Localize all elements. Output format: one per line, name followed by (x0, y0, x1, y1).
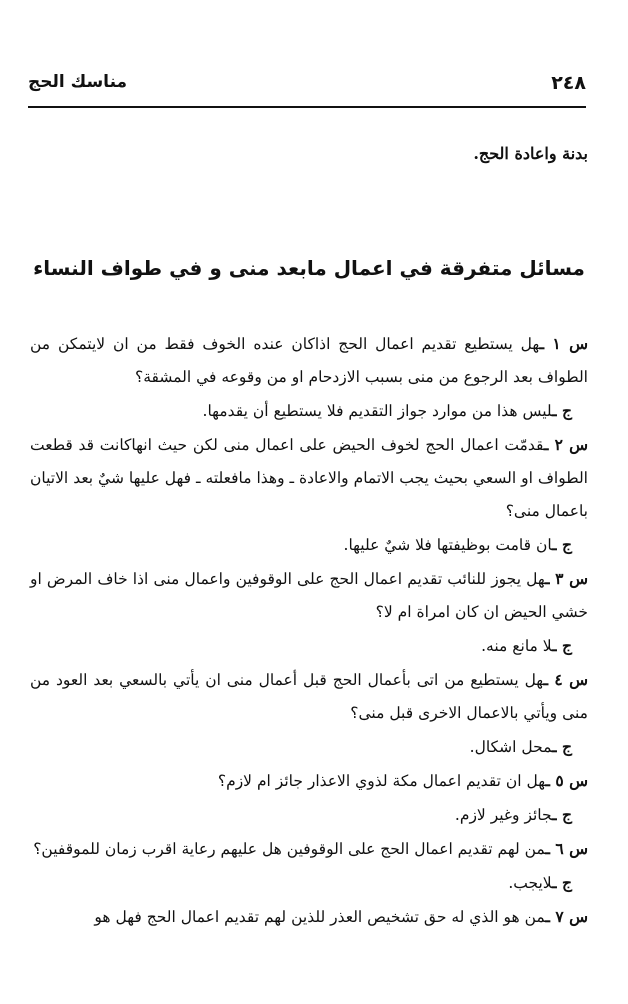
question-5 (30, 764, 588, 798)
question-text: هل ان تقديم اعمال مكة لذوي الاعذار جائز ام لازم؟ (217, 772, 546, 790)
question-text: من هو الذي له حق تشخيص العذر للذين لهم تقديم اعمال الحج فهل هو (94, 908, 546, 926)
answer-label: ج ـ (552, 535, 572, 554)
answer-text: ان قامت بوظيفتها فلا شيٌ عليها. (343, 536, 553, 554)
page-number: ٢٤٨ (551, 72, 586, 94)
answer-text: جائز وغير لازم. (454, 806, 553, 824)
answer-text: لايجب. (508, 874, 553, 892)
answer-label: ج ـ (552, 636, 572, 655)
answer-text: لا مانع منه. (481, 637, 553, 655)
question-text: هل يستطيع من اتى بأعمال الحج قبل أعمال منى ان يأتي بالسعي بعد العود من منى ويأتي بالاعمال الاخرى قبل منى؟ (30, 671, 588, 722)
question-text: قدمّت اعمال الحج لخوف الحيض على اعمال منى لكن حيث انهاكانت قد قطعت الطواف او السعي بحيث يجب الاتمام والاعادة ـ وهذا مافعلته ـ فهل عليها شيٌ بعد الاتيان باعمال منى؟ (30, 436, 588, 520)
header-divider (28, 106, 586, 108)
continued-paragraph: بدنة واعادة الحج. (473, 144, 588, 163)
running-title: مناسك الحج (28, 72, 128, 92)
answer-1 (30, 394, 588, 428)
answer-label: ج ـ (552, 401, 572, 420)
section-heading: مسائل متفرقة في اعمال مابعد منى و في طواف النساء (33, 256, 585, 280)
question-2 (30, 428, 588, 528)
answer-6 (30, 866, 588, 900)
answer-text: محل اشكال. (469, 738, 553, 756)
question-label: س ٦ ـ (545, 839, 588, 858)
answer-label: ج ـ (552, 805, 572, 824)
question-7 (30, 900, 588, 934)
answer-label: ج ـ (552, 737, 572, 756)
question-label: س ٧ ـ (545, 907, 588, 926)
question-6 (30, 832, 588, 866)
question-1 (30, 327, 588, 394)
question-3 (30, 562, 588, 629)
question-label: س ٢ ـ (543, 435, 589, 454)
answer-5 (30, 798, 588, 832)
answer-3 (30, 629, 588, 663)
running-header (28, 72, 586, 104)
question-label: س ٤ ـ (543, 670, 588, 689)
answer-label: ج ـ (552, 873, 572, 892)
question-4 (30, 663, 588, 730)
answer-2 (30, 528, 588, 562)
question-label: س ١ ـ (539, 334, 589, 353)
question-text: هل يجوز للنائب تقديم اعمال الحج على الوقوفين واعمال منى اذا خاف المرض او خشي الحيض ان كان امراة ام لا؟ (30, 570, 588, 621)
page-body (30, 137, 588, 934)
answer-text: ليس هذا من موارد جواز التقديم فلا يستطيع أن يقدمها. (202, 402, 553, 420)
question-label: س ٥ ـ (545, 771, 588, 790)
question-text: من لهم تقديم اعمال الحج على الوقوفين هل عليهم رعاية اقرب زمان للموقفين؟ (33, 840, 546, 858)
answer-4 (30, 730, 588, 764)
question-text: هل يستطيع تقديم اعمال الحج اذاكان عنده الخوف فقط من ان لايتمكن من الطواف بعد الرجوع من منى بسبب الازدحام او من وقوعه في المشقة؟ (30, 335, 588, 386)
question-label: س ٣ ـ (545, 569, 588, 588)
